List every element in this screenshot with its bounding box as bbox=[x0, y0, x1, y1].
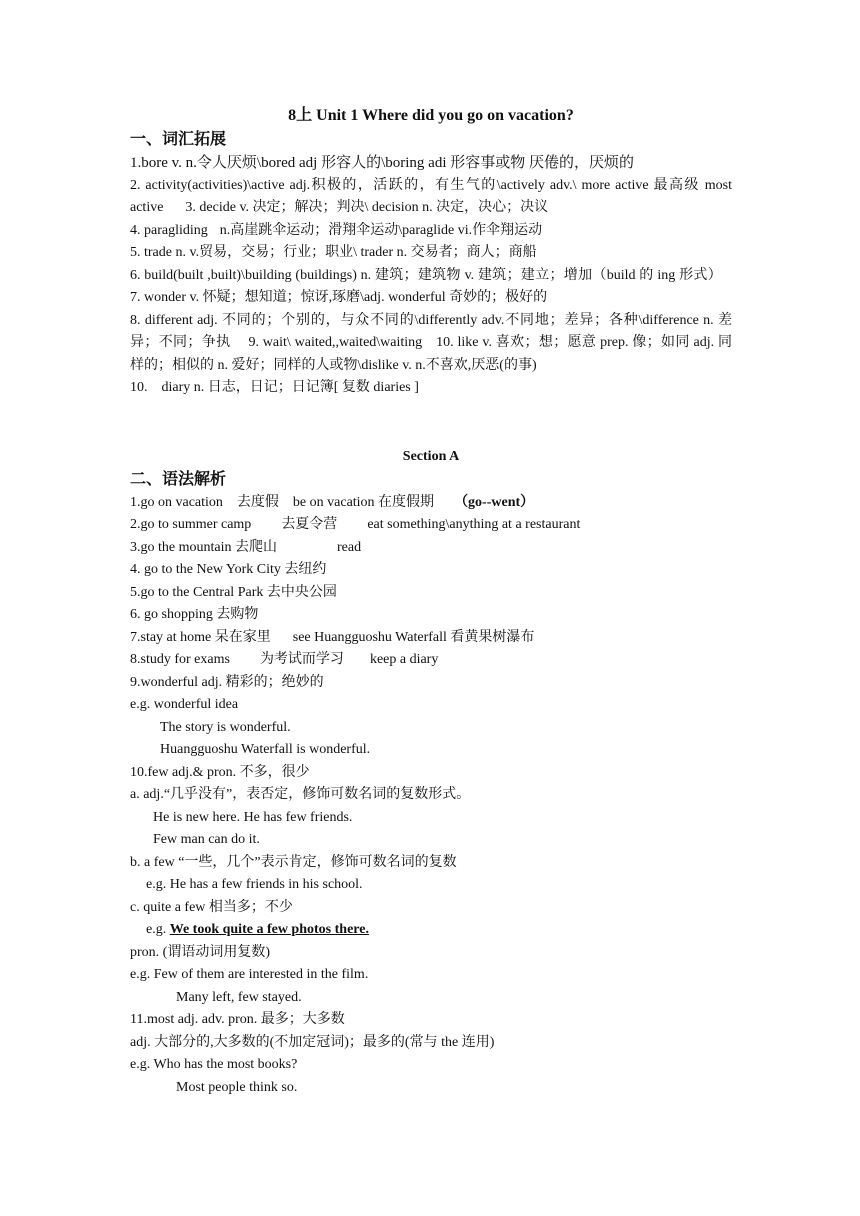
vocab-item-10b-num: 10. bbox=[130, 380, 148, 395]
grammar-7-phrase-2: see Huangguoshu Waterfall 看黄果树瀑布 bbox=[292, 629, 535, 645]
grammar-1-meaning: 去度假 bbox=[236, 494, 279, 510]
grammar-line-10: 10.few adj.& pron. 不多，很少 bbox=[130, 764, 310, 780]
grammar-3-extra: read bbox=[337, 539, 362, 555]
vocab-item-3: 3. decide v. 决定；解决；判决\ decision n. 决定，决心；决议 bbox=[185, 200, 549, 215]
example-line bbox=[130, 919, 732, 942]
grammar-11-adj: adj. 大部分的,大多数的(不加定冠词)；最多的(常与 the 连用) bbox=[130, 1034, 495, 1050]
vocab-item-7: 7. wonder v. 怀疑；想知道；惊讶,琢磨\adj. wonderful 奇妙的；极好的 bbox=[130, 290, 548, 305]
grammar-8-meaning: 为考试而学习 bbox=[259, 652, 344, 667]
grammar-8-phrase-2: keep a diary bbox=[369, 652, 439, 667]
grammar-line-9: 9.wonderful adj. 精彩的；绝妙的 bbox=[130, 674, 324, 690]
grammar-8-phrase: 8.study for exams bbox=[130, 652, 230, 667]
heading-grammar: 二、语法解析 bbox=[130, 470, 227, 488]
document-page bbox=[130, 104, 732, 1099]
example-line: Most people think so. bbox=[176, 1079, 298, 1095]
vocab-line-10b bbox=[130, 377, 732, 400]
grammar-10-b: b. a few “一些，几个”表示肯定，修饰可数名词的复数 bbox=[130, 854, 457, 870]
grammar-line-4: 4. go to the New York City 去纽约 bbox=[130, 562, 327, 577]
grammar-1-phrase-2: be on vacation 在度假期 bbox=[292, 494, 435, 510]
grammar-2-meaning: 去夏令营 bbox=[281, 517, 338, 532]
example-line: e.g. Few of them are interested in the film. bbox=[130, 967, 369, 982]
vocab-line-4 bbox=[130, 220, 732, 243]
grammar-10-pron: pron. (谓语动词用复数) bbox=[130, 944, 270, 960]
grammar-line-7 bbox=[130, 627, 732, 650]
grammar-10-a: a. adj.“几乎没有”，表否定，修饰可数名词的复数形式。 bbox=[130, 787, 471, 802]
vocab-item-4-term: 4. paragliding bbox=[130, 222, 208, 238]
page-title: 8上 Unit 1 Where did you go on vacation? bbox=[288, 107, 574, 124]
grammar-line-3 bbox=[130, 537, 732, 560]
grammar-2-phrase-2: eat something\anything at a restaurant bbox=[367, 517, 581, 532]
example-line: He is new here. He has few friends. bbox=[153, 809, 353, 825]
vocab-item-4-def: n.高崖跳伞运动；滑翔伞运动\paraglide vi.作伞翔运动 bbox=[219, 222, 543, 238]
example-line: Few man can do it. bbox=[153, 832, 260, 847]
section-a-title: Section A bbox=[402, 448, 460, 464]
vocab-line-6 bbox=[130, 265, 732, 310]
grammar-line-2 bbox=[130, 514, 732, 537]
grammar-line-1 bbox=[130, 492, 732, 515]
example-line: e.g. Who has the most books? bbox=[130, 1057, 298, 1072]
example-line: Many left, few stayed. bbox=[176, 989, 302, 1005]
grammar-1-note: （go--went） bbox=[454, 494, 535, 510]
example-line: e.g. He has a few friends in his school. bbox=[146, 877, 363, 892]
example-prefix: e.g. bbox=[146, 922, 170, 937]
vocab-item-8: 8. different adj. 不同的；个别的，与众不同的\differently adv.不同地；差异；各种\difference n. 差异；不同；争执 bbox=[130, 312, 732, 350]
example-line: Huangguoshu Waterfall is wonderful. bbox=[160, 742, 371, 757]
grammar-10-c: c. quite a few 相当多；不少 bbox=[130, 899, 293, 915]
highlighted-example: We took quite a few photos there. bbox=[169, 922, 369, 937]
grammar-1-phrase: 1.go on vacation bbox=[130, 494, 223, 510]
vocab-item-10: 10. like v. 喜欢；想；愿意 prep. 像；如同 adj. 同样的；相似的 n. 爱好；同样的人或物\dislike v. n.不喜欢,厌恶(的事) bbox=[130, 335, 733, 373]
heading-vocabulary: 一、词汇拓展 bbox=[130, 131, 227, 148]
vocab-item-10b-def: diary n. 日志，日记；日记簿[ 复数 diaries ] bbox=[161, 380, 419, 395]
vocab-line-5: 5. trade n. v.贸易，交易；行业；职业\ trader n. 交易者；商人；商船 bbox=[130, 245, 537, 260]
grammar-2-phrase: 2.go to summer camp bbox=[130, 517, 252, 532]
vocab-item-6: 6. build(built ,built)\building (buildings) n. 建筑；建筑物 v. 建筑；建立；增加（build 的 ing 形式） bbox=[130, 267, 722, 283]
grammar-line-11: 11.most adj. adv. pron. 最多；大多数 bbox=[130, 1012, 345, 1027]
grammar-3-phrase: 3.go the mountain 去爬山 bbox=[130, 539, 277, 555]
vocab-item-9: 9. wait\ waited,,waited\waiting bbox=[248, 335, 423, 350]
vocab-line-2 bbox=[130, 175, 732, 220]
grammar-line-5: 5.go to the Central Park 去中央公园 bbox=[130, 584, 337, 600]
example-line: The story is wonderful. bbox=[160, 719, 291, 735]
vocab-line-1: 1.bore v. n.令人厌烦\bored adj 形容人的\boring adi 形容事或物 厌倦的，厌烦的 bbox=[130, 155, 634, 171]
example-line: e.g. wonderful idea bbox=[130, 697, 239, 712]
grammar-line-6: 6. go shopping 去购物 bbox=[130, 607, 259, 622]
vocab-line-8 bbox=[130, 310, 732, 378]
vocab-item-2: 2. activity(activities)\active adj.积极的，活跃的，有生气的\actively adv.\ more active 最高级 most active bbox=[130, 177, 732, 215]
grammar-line-8 bbox=[130, 649, 732, 672]
grammar-7-phrase: 7.stay at home 呆在家里 bbox=[130, 629, 271, 645]
